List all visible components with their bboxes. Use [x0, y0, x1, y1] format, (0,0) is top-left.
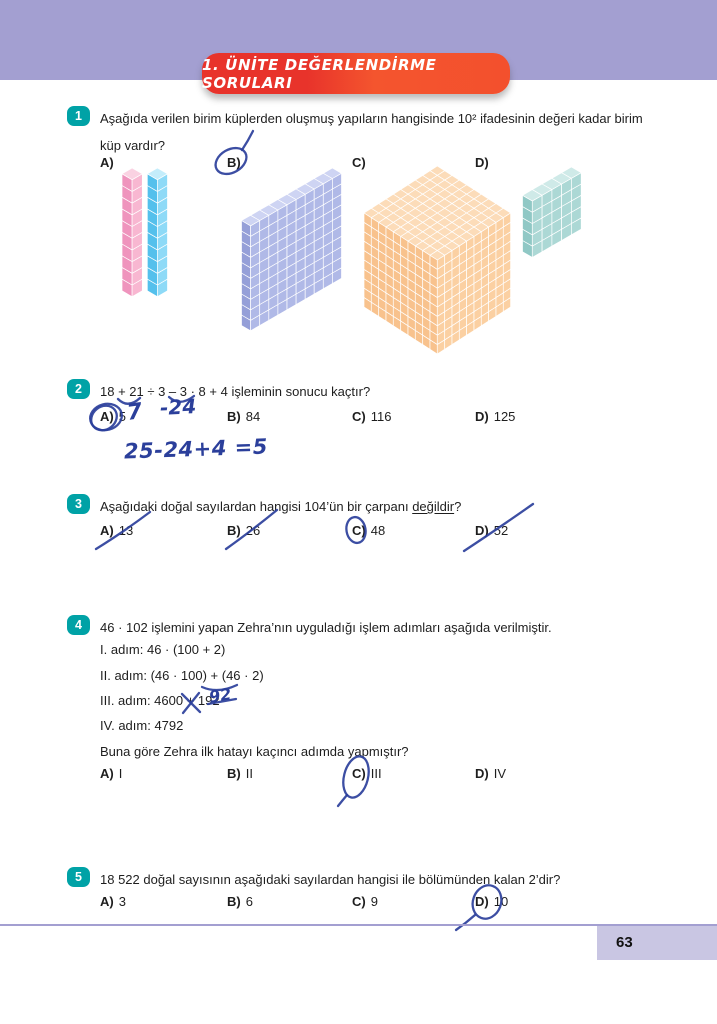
handwriting-q2-multiplication-result: -24	[159, 394, 197, 420]
option-b: B) 84	[227, 409, 261, 424]
option-d: D) 52	[475, 523, 509, 538]
question-number-badge: 2	[67, 379, 90, 399]
option-b: B) II	[227, 766, 253, 781]
option-b: B) 6	[227, 894, 253, 909]
option-a: A) 5	[100, 409, 126, 424]
question-number-badge: 5	[67, 867, 90, 887]
page-number: 63	[616, 934, 633, 951]
handwriting-q2-division-result: 7	[125, 399, 144, 426]
pen-underline-q4-correction	[208, 699, 236, 704]
option-d: D) 125	[475, 409, 516, 424]
pen-circle-q5-option-d-tail	[456, 915, 475, 930]
option-b: B)	[227, 155, 241, 170]
pen-strike-q3-option-b	[226, 510, 277, 549]
option-b: B) 26	[227, 523, 261, 538]
option-d: D)	[475, 155, 489, 170]
option-c: C) III	[352, 766, 382, 781]
option-c: C) 48	[352, 523, 386, 538]
question-number-badge: 3	[67, 494, 90, 514]
pen-circle-q4-option-c	[339, 754, 372, 801]
option-c: C)	[352, 155, 366, 170]
pen-circle-q1-option-b-tail	[242, 131, 253, 150]
unit-header-title: 1. ÜNİTE DEĞERLENDİRME SORULARI	[202, 55, 437, 92]
question-text: Aşağıda verilen birim küplerden oluşmuş yapıların hangisinde 10² ifadesinin değeri kadar birim küp vardır?	[100, 111, 643, 153]
option-a: A)	[100, 155, 114, 170]
pen-circle-q3-option-c	[344, 516, 367, 545]
option-d: D) IV	[475, 766, 507, 781]
question-followup: Buna göre Zehra ilk hatayı kaçıncı adımda yapmıştır?	[100, 744, 409, 759]
question-number-badge: 4	[67, 615, 90, 635]
question-text: 18 522 doğal sayısının aşağıdaki sayılardan hangisi ile bölümünden kalan 2’dir?	[100, 872, 561, 887]
pen-strike-q3-option-a	[96, 512, 150, 549]
question-text: 46 · 102 işlemini yapan Zehra’nın uyguladığı işlem adımları aşağıda verilmiştir.	[100, 620, 552, 635]
step-1: I. adım: 46 · (100 + 2)	[100, 642, 226, 657]
pen-circle-q1-option-b	[211, 143, 251, 179]
pen-breve-q4-step2	[202, 685, 237, 690]
handwriting-q4-correction: 92	[207, 684, 233, 707]
handwriting-q2-solution: 25-24+4 =5	[123, 434, 269, 464]
step-4: IV. adım: 4792	[100, 718, 184, 733]
question-text: 18 + 21 ÷ 3 – 3 · 8 + 4 işleminin sonucu kaçtır?	[100, 384, 371, 399]
option-a: A) 3	[100, 894, 126, 909]
page-number-box	[597, 926, 717, 960]
step-2: II. adım: (46 · 100) + (46 · 2)	[100, 668, 264, 683]
option-c: C) 116	[352, 409, 392, 424]
option-a: A) 13	[100, 523, 134, 538]
step-3: III. adım: 4600 + 192	[100, 693, 220, 708]
question-text: Aşağıdaki doğal sayılardan hangisi 104’ün bir çarpanı değildir?	[100, 499, 462, 514]
option-d: D) 10	[475, 894, 509, 909]
pen-breve-q2-multiplication	[169, 396, 194, 402]
pen-breve-q2-division	[118, 398, 140, 404]
pen-strike-q3-option-d	[464, 504, 533, 551]
option-c: C) 9	[352, 894, 378, 909]
pen-circle-q4-option-c-tail	[338, 795, 347, 806]
option-a: A) I	[100, 766, 123, 781]
question-number-badge: 1	[67, 106, 90, 126]
